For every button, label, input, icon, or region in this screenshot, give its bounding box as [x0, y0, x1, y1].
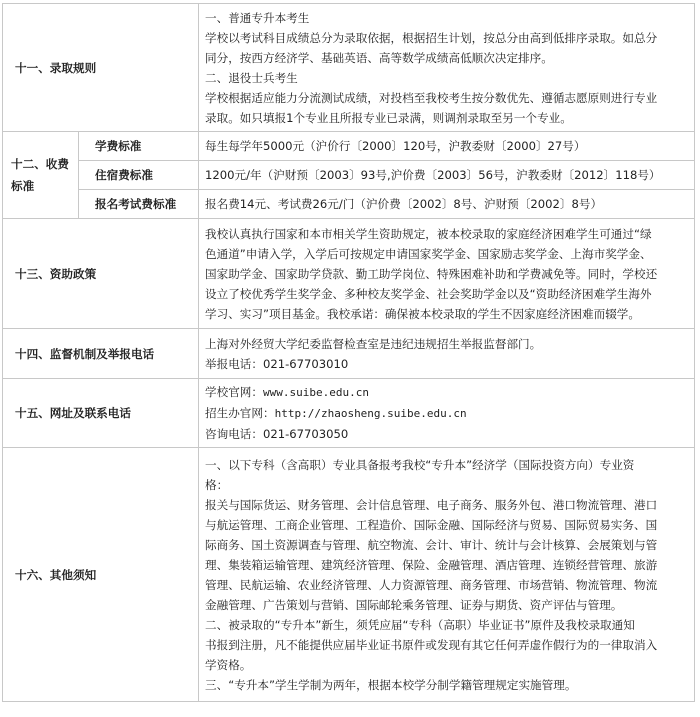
- text-line: 设立了校优秀学生奖学金、多种校友奖学金、社会奖助学金以及“资助经济困难学生海外: [205, 286, 652, 301]
- fee-value-tuition: 每生每学年5000元（沪价行〔2000〕120号，沪教委财〔2000〕27号）: [199, 132, 695, 161]
- row-supervision: [3, 329, 695, 379]
- contact-content: [199, 379, 695, 448]
- text-line: 学资格。: [205, 657, 252, 672]
- text-line: 录取。如只填报1个专业且所报专业已录满，则调剂录取至另一个专业。: [205, 110, 572, 125]
- row-label-admission-rules: 十一、录取规则: [3, 4, 199, 132]
- row-fees-dorm: [3, 161, 695, 190]
- text-line: 举报电话：021-67703010: [205, 356, 349, 371]
- text-line: 二、被录取的“专升本”新生，须凭应届“专科（高职）毕业证书”原件及我校录取通知: [205, 617, 635, 632]
- text-line: 一、以下专科（含高职）专业具备报考我校“专升本”经济学（国际投资方向）专业资: [205, 457, 635, 472]
- text-line: 金融管理、广告策划与营销、国际邮轮乘务管理、证券与期货、资产评估与管理。: [205, 597, 623, 612]
- row-label-other-notes: 十六、其他须知: [3, 448, 199, 702]
- admissions-site-link[interactable]: http://zhaosheng.suibe.edu.cn: [274, 407, 467, 420]
- text-line: 学习、实习”项目基金。我校承诺：确保被本校录取的学生不因家庭经济困难而辍学。: [205, 306, 640, 321]
- fee-name-tuition: 学费标准: [79, 132, 199, 161]
- consult-phone: 咨询电话：021-67703050: [205, 427, 349, 441]
- admissions-site-prefix: 招生办官网：: [205, 406, 275, 420]
- row-fees-exam: [3, 190, 695, 219]
- text-line: 上海对外经贸大学纪委监督检查室是违纪违规招生举报监督部门。: [205, 336, 542, 351]
- row-other-notes: [3, 448, 695, 702]
- fee-name-exam: 报名考试费标准: [79, 190, 199, 219]
- admission-info-table: [2, 3, 695, 702]
- text-line: 国家助学金、国家助学贷款、勤工助学岗位、特殊困难补助和学费减免等。同时，学校还: [205, 266, 658, 281]
- row-label-fees: [3, 132, 79, 219]
- admissions-site-line: [205, 403, 688, 424]
- text-line: 书报到注册，凡不能提供应届毕业证书原件或发现有其它任何弄虚作假行为的一律取消入: [205, 637, 658, 652]
- admission-rules-content: [199, 4, 695, 132]
- text-line: 学校根据适应能力分流测试成绩，对投档至我校考生按分数优先、遵循志愿原则进行专业: [205, 90, 658, 105]
- text-line: 管理、民航运输、农业经济管理、人力资源管理、商务管理、市场营销、物流管理、物流: [205, 577, 658, 592]
- text-line: 三、“专升本”学生学制为两年，根据本校学分制学籍管理规定实施管理。: [205, 677, 577, 692]
- financial-aid-content: [199, 219, 695, 329]
- supervision-content: [199, 329, 695, 379]
- school-site-prefix: 学校官网：: [205, 385, 263, 399]
- text-line: 理、集装箱运输管理、建筑经济管理、保险、金融管理、酒店管理、连锁经营管理、旅游: [205, 557, 658, 572]
- text-line: 格：: [205, 477, 229, 492]
- row-label-fees-line1: 十二、收费: [11, 157, 69, 171]
- text-line: 报关与国际货运、财务管理、会计信息管理、电子商务、服务外包、港口物流管理、港口: [205, 497, 658, 512]
- text-line: 我校认真执行国家和本市相关学生资助规定，被本校录取的家庭经济困难学生可通过“绿: [205, 226, 652, 241]
- row-contact: [3, 379, 695, 448]
- text-line: 色通道”申请入学，入学后可按规定申请国家奖学金、国家励志奖学金、上海市奖学金、: [205, 246, 652, 261]
- other-notes-content: [199, 448, 695, 702]
- text-line: 学校以考试科目成绩总分为录取依据，根据招生计划，按总分由高到低排序录取。如总分: [205, 30, 658, 45]
- row-admission-rules: [3, 4, 695, 132]
- school-site-link[interactable]: www.suibe.edu.cn: [263, 386, 369, 399]
- school-site-line: [205, 382, 688, 403]
- text-line: 同分，按西方经济学、基础英语、高等数学成绩高低顺次决定排序。: [205, 50, 553, 65]
- text-line: 二、退役士兵考生: [205, 70, 298, 85]
- row-label-financial-aid: 十三、资助政策: [3, 219, 199, 329]
- row-label-fees-line2: 标准: [11, 179, 35, 193]
- row-fees-tuition: [3, 132, 695, 161]
- fee-name-dorm: 住宿费标准: [79, 161, 199, 190]
- text-line: 一、普通专升本考生: [205, 10, 310, 25]
- row-label-supervision: 十四、监督机制及举报电话: [3, 329, 199, 379]
- row-financial-aid: [3, 219, 695, 329]
- fee-value-dorm: 1200元/年（沪财预〔2003〕93号,沪价费〔2003〕56号，沪教委财〔2012〕118号）: [199, 161, 695, 190]
- text-line: 与航运管理、工商企业管理、工程造价、国际金融、国际经济与贸易、国际贸易实务、国: [205, 517, 658, 532]
- row-label-contact: 十五、网址及联系电话: [3, 379, 199, 448]
- text-line: 际商务、国土资源调查与管理、航空物流、会计、审计、统计与会计核算、会展策划与管: [205, 537, 658, 552]
- fee-value-exam: 报名费14元、考试费26元/门（沪价费〔2002〕8号、沪财预〔2002〕8号）: [199, 190, 695, 219]
